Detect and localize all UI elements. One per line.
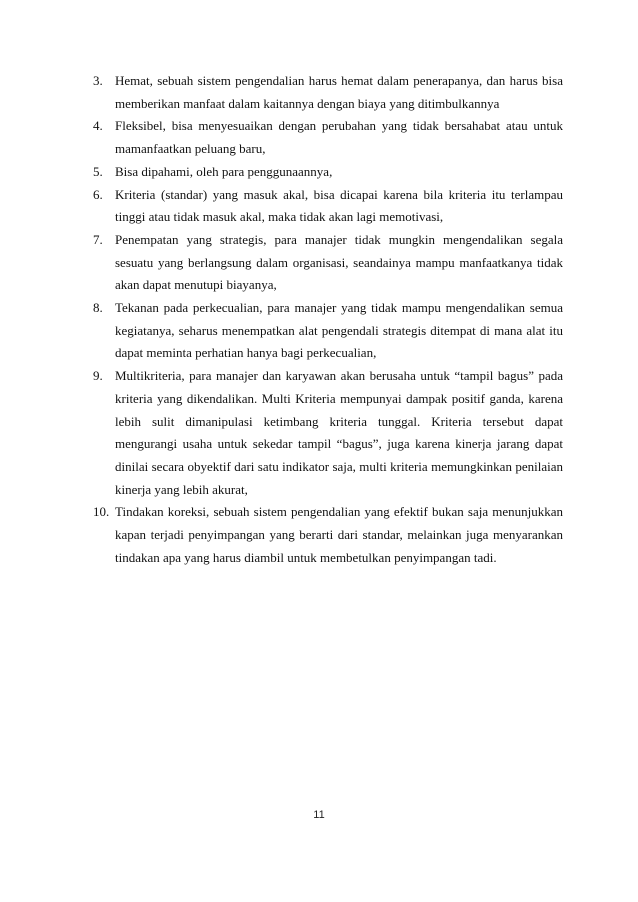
list-item-number: 8. [93, 300, 103, 316]
list-item-number: 4. [93, 118, 103, 134]
list-item [93, 297, 563, 365]
list-item [93, 115, 563, 160]
list-item-text: Bisa dipahami, oleh para penggunaannya, [115, 163, 333, 179]
list-item-text: Penempatan yang strategis, para manajer tidak mungkin mengendalikan segala sesuatu yang berlangsung dalam organisasi, seandainya mampu manfaatkanya tidak akan dapat menutupi biayanya, [115, 231, 563, 293]
numbered-list [93, 70, 563, 569]
list-item-text: Fleksibel, bisa menyesuaikan dengan perubahan yang tidak bersahabat atau untuk mamanfaatkan peluang baru, [115, 118, 563, 157]
list-item [93, 501, 563, 569]
list-item [93, 229, 563, 297]
list-item-text: Multikriteria, para manajer dan karyawan akan berusaha untuk “tampil bagus” pada kriteria yang dikendalikan. Multi Kriteria mempunyai dampak positif ganda, karena lebih sulit dimanipulasi ketimbang kriteria tunggal. Kriteria tersebut dapat mengurangi usaha untuk sekedar tampil “bagus”, juga karena kinerja jarang dapat dinilai secara obyektif dari satu indikator saja, multi kriteria memungkinkan penilaian kinerja yang lebih akurat, [115, 368, 563, 497]
page-number: 11 [313, 809, 325, 821]
list-item-number: 7. [93, 231, 103, 247]
list-item [93, 70, 563, 115]
list-item-number: 3. [93, 73, 103, 88]
list-item-number: 10. [93, 504, 110, 520]
list-item-text: Tekanan pada perkecualian, para manajer yang tidak mampu mengendalikan semua kegiatanya, seharus menempatkan alat pengendali strategis ditempat di mana alat itu dapat meminta perhatian hanya bagi perkecualian, [115, 300, 563, 361]
list-item-number: 9. [93, 368, 103, 384]
list-item-number: 5. [93, 163, 103, 179]
list-item-number: 6. [93, 186, 103, 202]
list-item [93, 184, 563, 229]
list-item-text: Tindakan koreksi, sebuah sistem pengendalian yang efektif bukan saja menunjukkan kapan terjadi penyimpangan yang berarti dari standar, melainkan juga menyarankan tindakan apa yang harus diambil untuk membetulkan penyimpangan tadi. [115, 504, 563, 565]
list-item [93, 365, 563, 501]
list-item-text: Kriteria (standar) yang masuk akal, bisa dicapai karena bila kriteria itu terlampau tinggi atau tidak masuk akal, maka tidak akan lagi memotivasi, [115, 186, 563, 225]
list-item [93, 161, 563, 184]
list-item-text: Hemat, sebuah sistem pengendalian harus hemat dalam penerapanya, dan harus bisa memberikan manfaat dalam kaitannya dengan biaya yang ditimbulkannya [115, 73, 563, 111]
